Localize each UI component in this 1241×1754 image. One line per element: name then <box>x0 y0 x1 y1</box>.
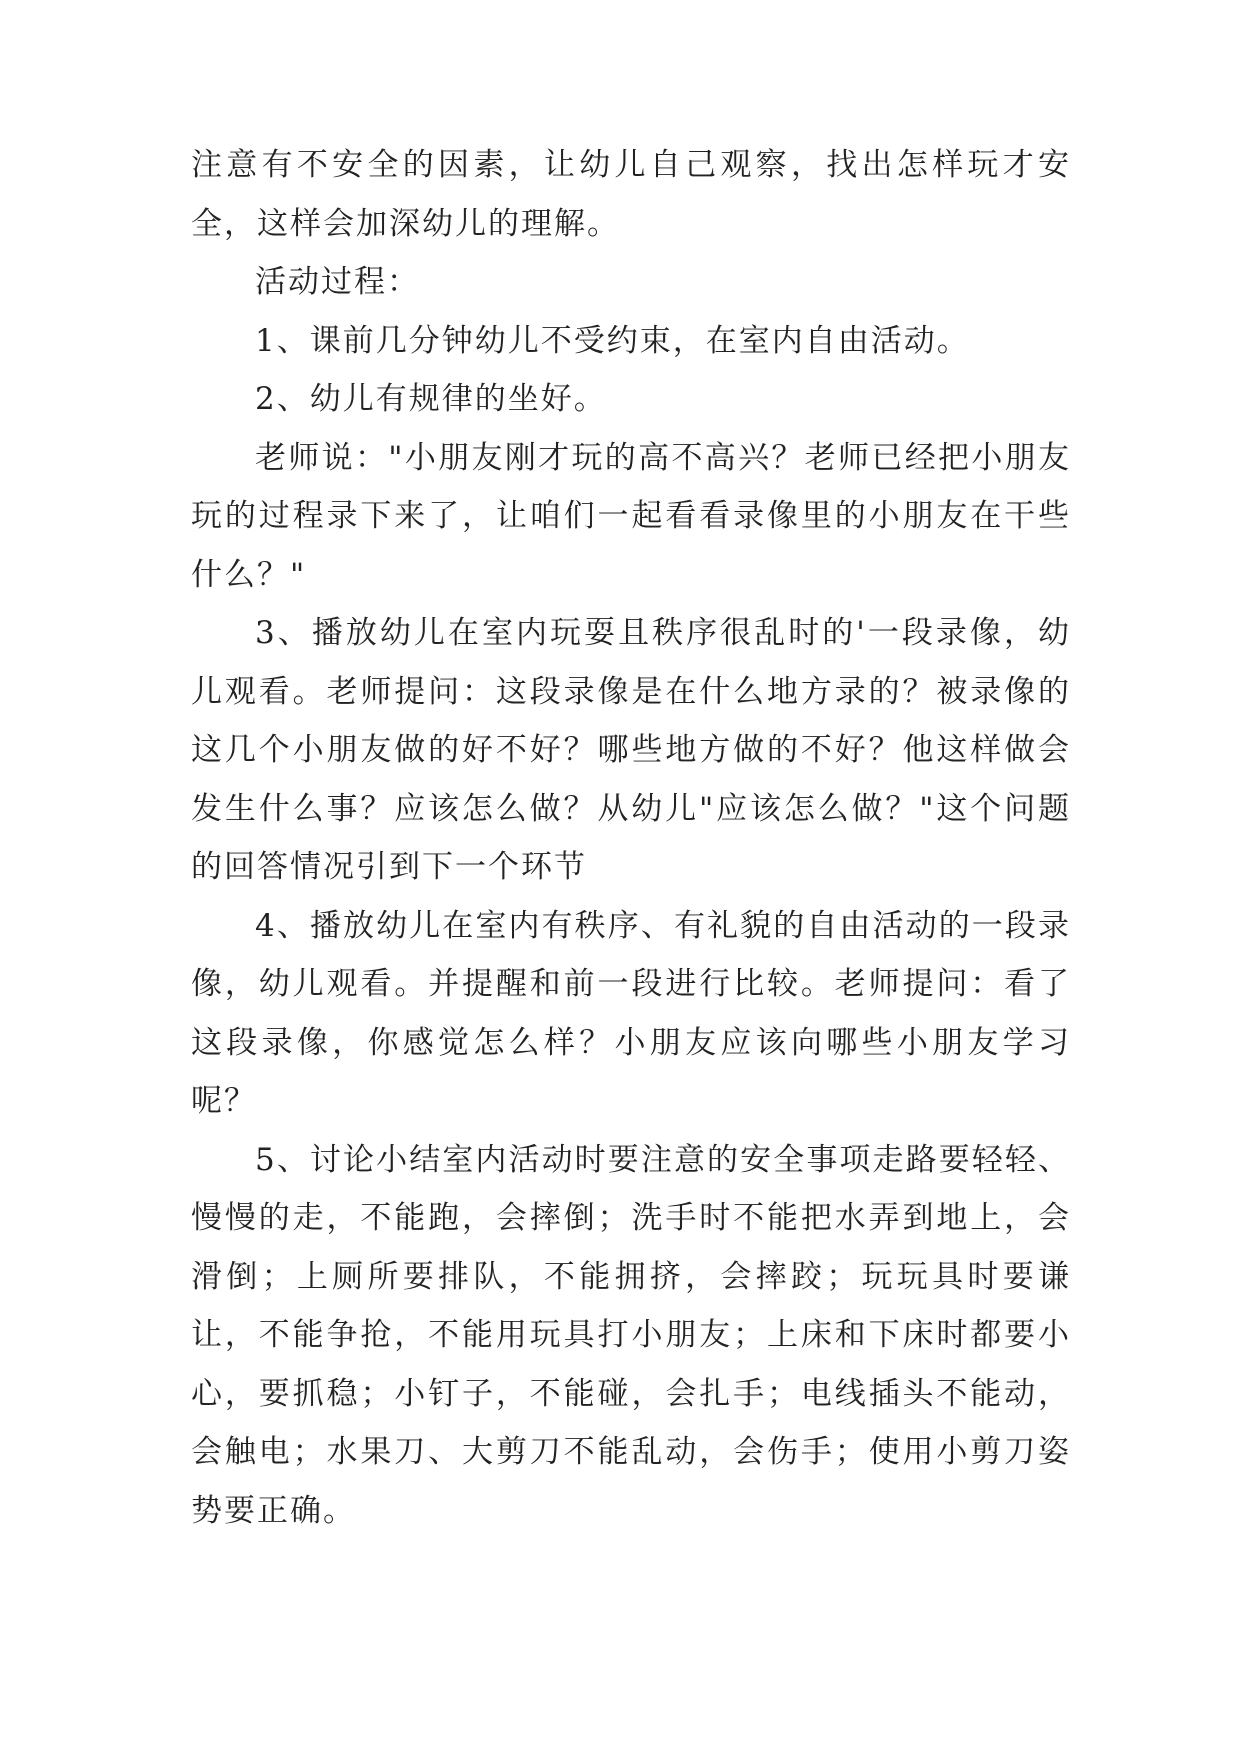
document-body <box>191 136 1071 1540</box>
paragraph-6: 3、播放幼儿在室内玩耍且秩序很乱时的'一段录像，幼儿观看。老师提问：这段录像是在什么地方录的？被录像的这几个小朋友做的好不好？哪些地方做的不好？他这样做会发生什么事？应该怎么做？从幼儿"应该怎么做？"这个问题的回答情况引到下一个环节 <box>191 615 1071 885</box>
paragraph-2: 活动过程： <box>255 264 420 300</box>
paragraph-7: 4、播放幼儿在室内有秩序、有礼貌的自由活动的一段录像，幼儿观看。并提醒和前一段进行比较。老师提问：看了这段录像，你感觉怎么样？小朋友应该向哪些小朋友学习呢？ <box>191 907 1071 1119</box>
paragraph-1: 注意有不安全的因素，让幼儿自己观察，找出怎样玩才安全，这样会加深幼儿的理解。 <box>191 147 1071 242</box>
paragraph-3: 1、课前几分钟幼儿不受约束，在室内自由活动。 <box>255 322 970 359</box>
paragraph-5: 老师说："小朋友刚才玩的高不高兴？老师已经把小朋友玩的过程录下来了，让咱们一起看看录像里的小朋友在干些什么？" <box>191 439 1071 593</box>
paragraph-8: 5、讨论小结室内活动时要注意的安全事项走路要轻轻、慢慢的走，不能跑，会摔倒；洗手时不能把水弄到地上，会滑倒；上厕所要排队，不能拥挤，会摔跤；玩玩具时要谦让，不能争抢，不能用玩具打小朋友；上床和下床时都要小心，要抓稳；小钉子，不能碰，会扎手；电线插头不能动，会触电；水果刀、大剪刀不能乱动，会伤手；使用小剪刀姿势要正确。 <box>191 1141 1071 1529</box>
paragraph-4: 2、幼儿有规律的坐好。 <box>255 381 607 417</box>
